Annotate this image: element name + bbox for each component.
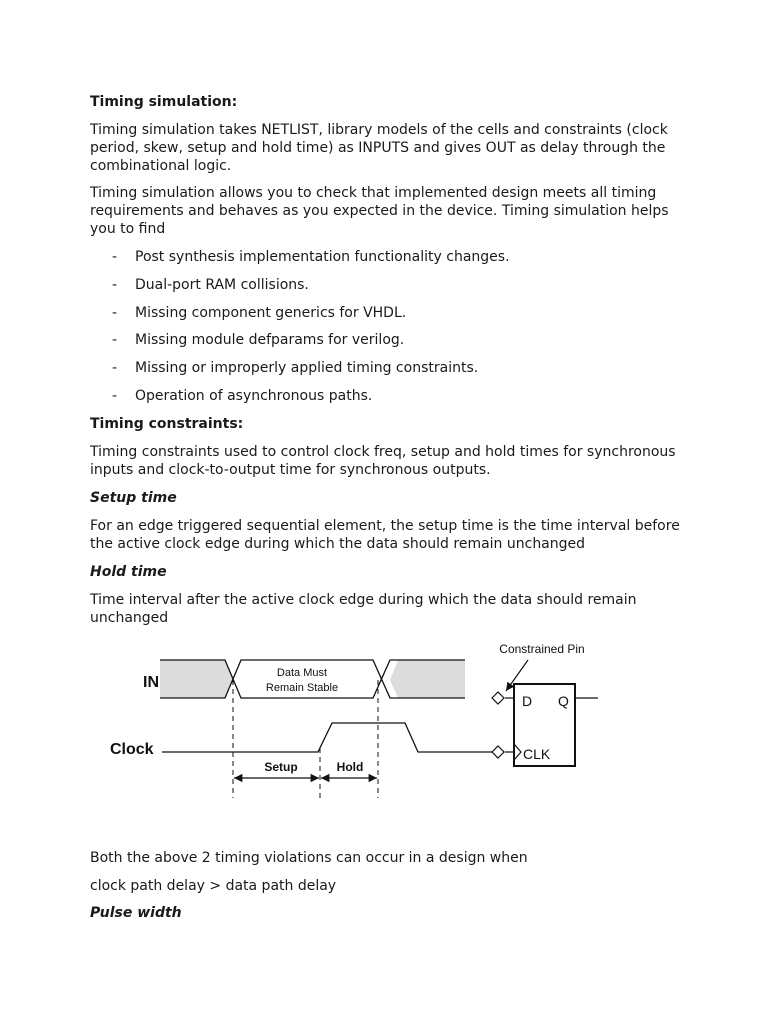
paragraph-timing-simulation-inputs: Timing simulation takes NETLIST, library models of the cells and constraints (clock period, skew, setup and hold time) as INPUTS and gives OUT as delay through the combinational logic. bbox=[90, 122, 668, 174]
heading-setup-time: Setup time bbox=[90, 490, 177, 506]
unstable-data-region-left bbox=[160, 660, 233, 698]
d-pin-diamond-icon bbox=[492, 692, 504, 704]
flip-flop-q-pin: Q bbox=[558, 693, 569, 709]
bullet-marker: - bbox=[112, 249, 118, 265]
data-stable-label-line2: Remain Stable bbox=[265, 682, 339, 694]
clock-waveform bbox=[162, 723, 494, 752]
heading-pulse-width: Pulse width bbox=[90, 905, 182, 921]
bullet-marker: - bbox=[112, 332, 118, 348]
heading-timing-simulation: Timing simulation: bbox=[90, 94, 238, 110]
hold-label: Hold bbox=[336, 760, 364, 774]
unstable-data-region-right bbox=[390, 660, 465, 698]
list-item-text: Dual-port RAM collisions. bbox=[135, 277, 309, 293]
bullet-marker: - bbox=[112, 305, 118, 321]
list-item-text: Missing module defparams for verilog. bbox=[135, 332, 405, 348]
paragraph-violations: Both the above 2 timing violations can occur in a design when bbox=[90, 850, 528, 866]
in-signal-label: IN bbox=[143, 674, 159, 691]
heading-hold-time: Hold time bbox=[90, 564, 167, 580]
bullet-marker: - bbox=[112, 388, 118, 404]
setup-hold-timing-diagram bbox=[100, 636, 620, 806]
constrained-pin-label: Constrained Pin bbox=[499, 642, 585, 656]
clock-signal-label: Clock bbox=[110, 741, 154, 758]
list-item-text: Operation of asynchronous paths. bbox=[135, 388, 373, 404]
list-item-text: Missing or improperly applied timing constraints. bbox=[135, 360, 479, 376]
paragraph-path-delay: clock path delay > data path delay bbox=[90, 878, 337, 894]
list-item-text: Post synthesis implementation functionality changes. bbox=[135, 249, 510, 265]
list-item-text: Missing component generics for VHDL. bbox=[135, 305, 407, 321]
setup-label: Setup bbox=[264, 760, 298, 774]
paragraph-timing-constraints: Timing constraints used to control clock freq, setup and hold times for synchronous inputs and clock-to-output time for synchronous outputs. bbox=[90, 444, 676, 478]
heading-timing-constraints: Timing constraints: bbox=[90, 416, 244, 432]
bullet-marker: - bbox=[112, 277, 118, 293]
paragraph-setup-time: For an edge triggered sequential element, the setup time is the time interval before the active clock edge during which the data should remain unchanged bbox=[90, 518, 680, 552]
flip-flop-d-pin: D bbox=[522, 693, 533, 709]
clk-pin-diamond-icon bbox=[492, 746, 504, 758]
paragraph-timing-simulation-purpose: Timing simulation allows you to check that implemented design meets all timing requirements and behaves as you expected in the device. Timing simulation helps you to find bbox=[90, 185, 669, 237]
bullet-marker: - bbox=[112, 360, 118, 376]
data-stable-label-line1: Data Must bbox=[276, 667, 328, 679]
flip-flop-clk-pin: CLK bbox=[523, 746, 551, 762]
paragraph-hold-time: Time interval after the active clock edge during which the data should remain unchanged bbox=[90, 592, 637, 626]
